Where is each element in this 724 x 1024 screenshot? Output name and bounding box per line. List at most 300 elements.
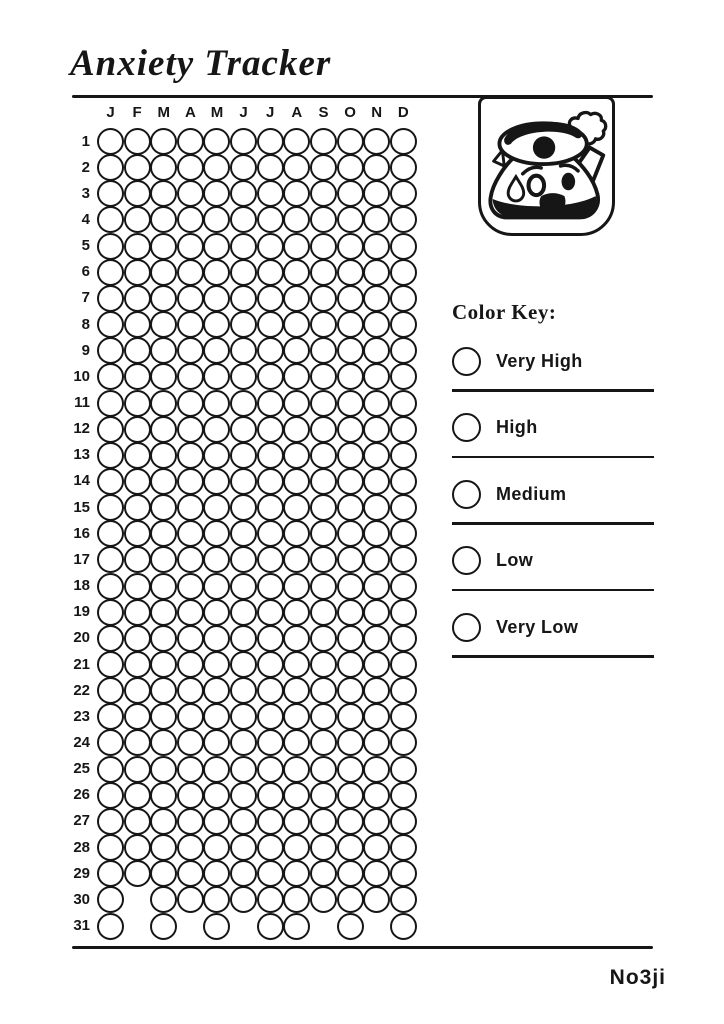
day-circle[interactable] [97, 520, 124, 547]
day-circle[interactable] [150, 573, 177, 600]
day-circle[interactable] [390, 573, 417, 600]
day-circle[interactable] [363, 625, 390, 652]
day-circle[interactable] [257, 416, 284, 443]
day-circle[interactable] [310, 363, 337, 390]
day-circle[interactable] [337, 625, 364, 652]
day-circle[interactable] [150, 834, 177, 861]
day-circle[interactable] [230, 311, 257, 338]
day-circle[interactable] [283, 206, 310, 233]
day-circle[interactable] [310, 337, 337, 364]
day-circle[interactable] [124, 206, 151, 233]
day-circle[interactable] [203, 703, 230, 730]
day-circle[interactable] [310, 625, 337, 652]
day-circle[interactable] [150, 206, 177, 233]
day-circle[interactable] [283, 363, 310, 390]
day-circle[interactable] [203, 285, 230, 312]
day-circle[interactable] [337, 468, 364, 495]
day-circle[interactable] [97, 913, 124, 940]
day-circle[interactable] [310, 285, 337, 312]
day-circle[interactable] [390, 468, 417, 495]
day-circle[interactable] [203, 729, 230, 756]
day-circle[interactable] [97, 206, 124, 233]
day-circle[interactable] [257, 285, 284, 312]
day-circle[interactable] [337, 886, 364, 913]
day-circle[interactable] [124, 546, 151, 573]
day-circle[interactable] [203, 886, 230, 913]
day-circle[interactable] [257, 154, 284, 181]
day-circle[interactable] [257, 703, 284, 730]
day-circle[interactable] [97, 494, 124, 521]
day-circle[interactable] [150, 625, 177, 652]
day-circle[interactable] [283, 886, 310, 913]
day-circle[interactable] [150, 233, 177, 260]
day-circle[interactable] [177, 390, 204, 417]
day-circle[interactable] [283, 677, 310, 704]
day-circle[interactable] [283, 834, 310, 861]
day-circle[interactable] [203, 651, 230, 678]
day-circle[interactable] [177, 468, 204, 495]
day-circle[interactable] [310, 416, 337, 443]
day-circle[interactable] [230, 573, 257, 600]
day-circle[interactable] [363, 154, 390, 181]
day-circle[interactable] [337, 416, 364, 443]
day-circle[interactable] [97, 337, 124, 364]
day-circle[interactable] [363, 756, 390, 783]
day-circle[interactable] [390, 363, 417, 390]
day-circle[interactable] [124, 520, 151, 547]
day-circle[interactable] [124, 233, 151, 260]
day-circle[interactable] [337, 756, 364, 783]
day-circle[interactable] [363, 442, 390, 469]
day-circle[interactable] [177, 442, 204, 469]
day-circle[interactable] [337, 782, 364, 809]
day-circle[interactable] [257, 651, 284, 678]
day-circle[interactable] [203, 442, 230, 469]
day-circle[interactable] [283, 259, 310, 286]
day-circle[interactable] [257, 390, 284, 417]
day-circle[interactable] [124, 311, 151, 338]
day-circle[interactable] [150, 860, 177, 887]
day-circle[interactable] [203, 363, 230, 390]
day-circle[interactable] [203, 311, 230, 338]
day-circle[interactable] [363, 520, 390, 547]
day-circle[interactable] [150, 494, 177, 521]
day-circle[interactable] [203, 128, 230, 155]
day-circle[interactable] [97, 573, 124, 600]
day-circle[interactable] [150, 782, 177, 809]
day-circle[interactable] [177, 886, 204, 913]
day-circle[interactable] [363, 128, 390, 155]
day-circle[interactable] [230, 860, 257, 887]
day-circle[interactable] [390, 154, 417, 181]
day-circle[interactable] [150, 154, 177, 181]
day-circle[interactable] [257, 782, 284, 809]
day-circle[interactable] [337, 154, 364, 181]
day-circle[interactable] [203, 860, 230, 887]
day-circle[interactable] [337, 128, 364, 155]
day-circle[interactable] [177, 808, 204, 835]
day-circle[interactable] [150, 259, 177, 286]
day-circle[interactable] [150, 913, 177, 940]
day-circle[interactable] [177, 520, 204, 547]
day-circle[interactable] [124, 834, 151, 861]
day-circle[interactable] [97, 677, 124, 704]
day-circle[interactable] [310, 729, 337, 756]
day-circle[interactable] [177, 416, 204, 443]
day-circle[interactable] [150, 285, 177, 312]
day-circle[interactable] [390, 494, 417, 521]
day-circle[interactable] [390, 285, 417, 312]
day-circle[interactable] [230, 337, 257, 364]
day-circle[interactable] [337, 311, 364, 338]
day-circle[interactable] [363, 337, 390, 364]
day-circle[interactable] [310, 311, 337, 338]
day-circle[interactable] [203, 390, 230, 417]
day-circle[interactable] [150, 128, 177, 155]
day-circle[interactable] [203, 468, 230, 495]
day-circle[interactable] [363, 573, 390, 600]
day-circle[interactable] [177, 337, 204, 364]
day-circle[interactable] [337, 180, 364, 207]
day-circle[interactable] [230, 285, 257, 312]
day-circle[interactable] [337, 651, 364, 678]
day-circle[interactable] [257, 233, 284, 260]
day-circle[interactable] [390, 390, 417, 417]
day-circle[interactable] [203, 573, 230, 600]
day-circle[interactable] [310, 520, 337, 547]
day-circle[interactable] [363, 834, 390, 861]
day-circle[interactable] [257, 468, 284, 495]
day-circle[interactable] [177, 625, 204, 652]
day-circle[interactable] [337, 206, 364, 233]
day-circle[interactable] [97, 390, 124, 417]
day-circle[interactable] [124, 782, 151, 809]
day-circle[interactable] [337, 494, 364, 521]
day-circle[interactable] [283, 599, 310, 626]
day-circle[interactable] [390, 913, 417, 940]
day-circle[interactable] [310, 703, 337, 730]
day-circle[interactable] [230, 703, 257, 730]
day-circle[interactable] [203, 677, 230, 704]
day-circle[interactable] [177, 546, 204, 573]
day-circle[interactable] [230, 625, 257, 652]
day-circle[interactable] [283, 180, 310, 207]
day-circle[interactable] [337, 337, 364, 364]
day-circle[interactable] [177, 756, 204, 783]
day-circle[interactable] [257, 599, 284, 626]
day-circle[interactable] [257, 442, 284, 469]
day-circle[interactable] [310, 834, 337, 861]
day-circle[interactable] [124, 860, 151, 887]
day-circle[interactable] [203, 913, 230, 940]
day-circle[interactable] [150, 703, 177, 730]
day-circle[interactable] [390, 311, 417, 338]
day-circle[interactable] [97, 729, 124, 756]
day-circle[interactable] [337, 573, 364, 600]
day-circle[interactable] [177, 703, 204, 730]
day-circle[interactable] [230, 390, 257, 417]
day-circle[interactable] [257, 363, 284, 390]
day-circle[interactable] [230, 233, 257, 260]
day-circle[interactable] [124, 468, 151, 495]
day-circle[interactable] [337, 808, 364, 835]
day-circle[interactable] [283, 913, 310, 940]
day-circle[interactable] [150, 390, 177, 417]
day-circle[interactable] [283, 416, 310, 443]
day-circle[interactable] [150, 311, 177, 338]
day-circle[interactable] [124, 494, 151, 521]
day-circle[interactable] [230, 520, 257, 547]
day-circle[interactable] [283, 311, 310, 338]
day-circle[interactable] [124, 259, 151, 286]
day-circle[interactable] [310, 886, 337, 913]
day-circle[interactable] [124, 337, 151, 364]
day-circle[interactable] [177, 259, 204, 286]
day-circle[interactable] [283, 390, 310, 417]
day-circle[interactable] [310, 573, 337, 600]
day-circle[interactable] [283, 442, 310, 469]
day-circle[interactable] [124, 180, 151, 207]
day-circle[interactable] [203, 337, 230, 364]
day-circle[interactable] [97, 442, 124, 469]
day-circle[interactable] [310, 180, 337, 207]
day-circle[interactable] [230, 363, 257, 390]
day-circle[interactable] [97, 154, 124, 181]
day-circle[interactable] [257, 311, 284, 338]
day-circle[interactable] [310, 154, 337, 181]
day-circle[interactable] [230, 468, 257, 495]
day-circle[interactable] [257, 206, 284, 233]
day-circle[interactable] [203, 206, 230, 233]
day-circle[interactable] [337, 520, 364, 547]
day-circle[interactable] [124, 416, 151, 443]
day-circle[interactable] [363, 259, 390, 286]
day-circle[interactable] [363, 468, 390, 495]
day-circle[interactable] [310, 599, 337, 626]
day-circle[interactable] [363, 311, 390, 338]
day-circle[interactable] [363, 233, 390, 260]
day-circle[interactable] [257, 573, 284, 600]
day-circle[interactable] [257, 546, 284, 573]
day-circle[interactable] [203, 520, 230, 547]
day-circle[interactable] [390, 442, 417, 469]
day-circle[interactable] [203, 782, 230, 809]
day-circle[interactable] [177, 573, 204, 600]
day-circle[interactable] [363, 599, 390, 626]
day-circle[interactable] [337, 546, 364, 573]
day-circle[interactable] [230, 206, 257, 233]
day-circle[interactable] [363, 651, 390, 678]
day-circle[interactable] [310, 808, 337, 835]
day-circle[interactable] [363, 729, 390, 756]
day-circle[interactable] [390, 886, 417, 913]
day-circle[interactable] [150, 520, 177, 547]
day-circle[interactable] [257, 520, 284, 547]
day-circle[interactable] [177, 363, 204, 390]
day-circle[interactable] [283, 494, 310, 521]
day-circle[interactable] [337, 285, 364, 312]
day-circle[interactable] [363, 416, 390, 443]
day-circle[interactable] [203, 494, 230, 521]
day-circle[interactable] [337, 442, 364, 469]
day-circle[interactable] [177, 128, 204, 155]
day-circle[interactable] [257, 756, 284, 783]
day-circle[interactable] [390, 128, 417, 155]
day-circle[interactable] [390, 520, 417, 547]
day-circle[interactable] [283, 285, 310, 312]
day-circle[interactable] [177, 599, 204, 626]
day-circle[interactable] [150, 651, 177, 678]
day-circle[interactable] [203, 154, 230, 181]
day-circle[interactable] [230, 677, 257, 704]
day-circle[interactable] [390, 860, 417, 887]
day-circle[interactable] [177, 311, 204, 338]
day-circle[interactable] [177, 860, 204, 887]
day-circle[interactable] [230, 442, 257, 469]
day-circle[interactable] [177, 285, 204, 312]
day-circle[interactable] [257, 834, 284, 861]
day-circle[interactable] [337, 860, 364, 887]
day-circle[interactable] [257, 625, 284, 652]
day-circle[interactable] [177, 180, 204, 207]
day-circle[interactable] [203, 599, 230, 626]
day-circle[interactable] [203, 546, 230, 573]
day-circle[interactable] [390, 625, 417, 652]
day-circle[interactable] [363, 285, 390, 312]
day-circle[interactable] [203, 625, 230, 652]
day-circle[interactable] [230, 808, 257, 835]
day-circle[interactable] [283, 128, 310, 155]
day-circle[interactable] [310, 651, 337, 678]
day-circle[interactable] [97, 625, 124, 652]
day-circle[interactable] [310, 468, 337, 495]
day-circle[interactable] [203, 808, 230, 835]
day-circle[interactable] [310, 546, 337, 573]
day-circle[interactable] [363, 782, 390, 809]
day-circle[interactable] [283, 808, 310, 835]
day-circle[interactable] [97, 860, 124, 887]
day-circle[interactable] [177, 494, 204, 521]
day-circle[interactable] [390, 782, 417, 809]
day-circle[interactable] [97, 703, 124, 730]
day-circle[interactable] [124, 573, 151, 600]
day-circle[interactable] [150, 756, 177, 783]
day-circle[interactable] [257, 860, 284, 887]
day-circle[interactable] [337, 259, 364, 286]
day-circle[interactable] [203, 259, 230, 286]
day-circle[interactable] [257, 886, 284, 913]
day-circle[interactable] [390, 834, 417, 861]
day-circle[interactable] [390, 259, 417, 286]
day-circle[interactable] [124, 128, 151, 155]
day-circle[interactable] [97, 756, 124, 783]
day-circle[interactable] [150, 180, 177, 207]
day-circle[interactable] [124, 729, 151, 756]
day-circle[interactable] [124, 285, 151, 312]
day-circle[interactable] [150, 886, 177, 913]
day-circle[interactable] [203, 180, 230, 207]
day-circle[interactable] [283, 233, 310, 260]
day-circle[interactable] [97, 233, 124, 260]
day-circle[interactable] [230, 886, 257, 913]
day-circle[interactable] [337, 677, 364, 704]
day-circle[interactable] [124, 442, 151, 469]
day-circle[interactable] [150, 416, 177, 443]
day-circle[interactable] [124, 703, 151, 730]
day-circle[interactable] [97, 651, 124, 678]
day-circle[interactable] [337, 913, 364, 940]
day-circle[interactable] [97, 808, 124, 835]
day-circle[interactable] [230, 128, 257, 155]
day-circle[interactable] [310, 860, 337, 887]
day-circle[interactable] [337, 233, 364, 260]
day-circle[interactable] [310, 206, 337, 233]
day-circle[interactable] [124, 808, 151, 835]
day-circle[interactable] [310, 756, 337, 783]
day-circle[interactable] [124, 363, 151, 390]
day-circle[interactable] [283, 468, 310, 495]
day-circle[interactable] [283, 782, 310, 809]
day-circle[interactable] [363, 494, 390, 521]
day-circle[interactable] [257, 259, 284, 286]
day-circle[interactable] [177, 834, 204, 861]
day-circle[interactable] [390, 416, 417, 443]
day-circle[interactable] [124, 756, 151, 783]
day-circle[interactable] [97, 886, 124, 913]
day-circle[interactable] [390, 756, 417, 783]
day-circle[interactable] [390, 808, 417, 835]
day-circle[interactable] [203, 834, 230, 861]
day-circle[interactable] [363, 390, 390, 417]
day-circle[interactable] [124, 154, 151, 181]
day-circle[interactable] [97, 128, 124, 155]
day-circle[interactable] [390, 206, 417, 233]
day-circle[interactable] [150, 808, 177, 835]
day-circle[interactable] [230, 494, 257, 521]
day-circle[interactable] [177, 651, 204, 678]
day-circle[interactable] [230, 651, 257, 678]
day-circle[interactable] [363, 180, 390, 207]
day-circle[interactable] [310, 233, 337, 260]
day-circle[interactable] [124, 390, 151, 417]
day-circle[interactable] [390, 599, 417, 626]
day-circle[interactable] [203, 756, 230, 783]
day-circle[interactable] [230, 729, 257, 756]
day-circle[interactable] [337, 703, 364, 730]
day-circle[interactable] [283, 703, 310, 730]
day-circle[interactable] [390, 546, 417, 573]
day-circle[interactable] [283, 337, 310, 364]
day-circle[interactable] [150, 468, 177, 495]
day-circle[interactable] [97, 782, 124, 809]
day-circle[interactable] [363, 808, 390, 835]
day-circle[interactable] [177, 154, 204, 181]
day-circle[interactable] [310, 259, 337, 286]
day-circle[interactable] [177, 206, 204, 233]
day-circle[interactable] [230, 416, 257, 443]
day-circle[interactable] [230, 546, 257, 573]
day-circle[interactable] [283, 546, 310, 573]
day-circle[interactable] [230, 180, 257, 207]
day-circle[interactable] [97, 834, 124, 861]
day-circle[interactable] [177, 233, 204, 260]
day-circle[interactable] [150, 442, 177, 469]
day-circle[interactable] [310, 782, 337, 809]
day-circle[interactable] [310, 128, 337, 155]
day-circle[interactable] [150, 729, 177, 756]
day-circle[interactable] [337, 599, 364, 626]
day-circle[interactable] [283, 729, 310, 756]
